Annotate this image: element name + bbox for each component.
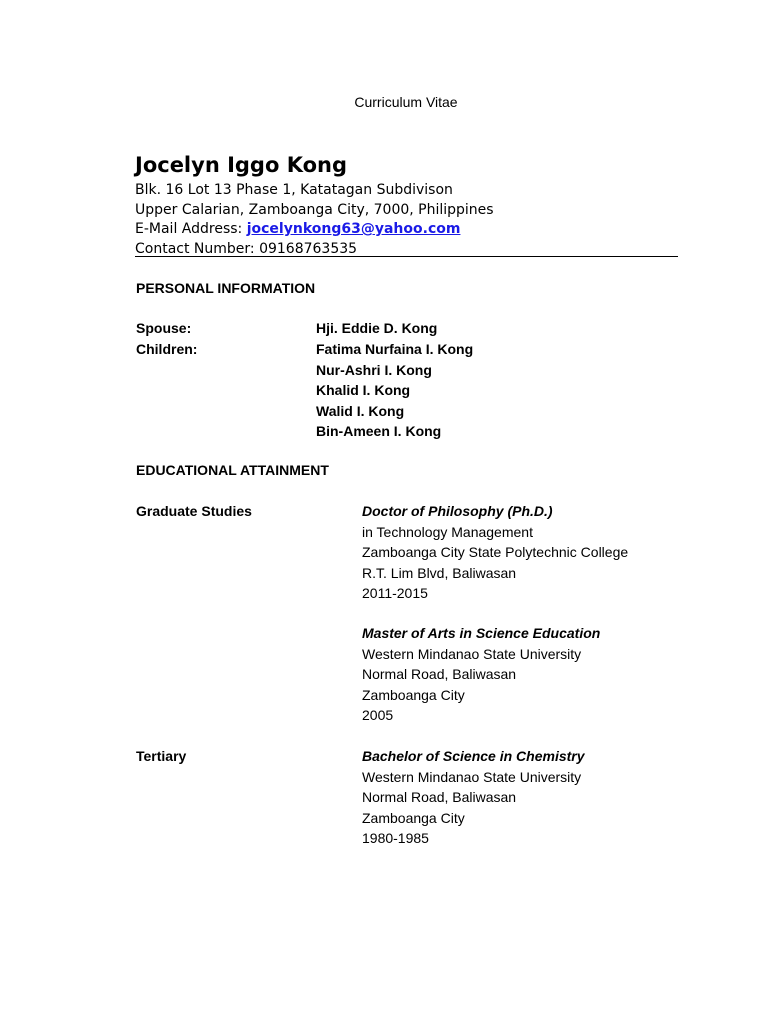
- email-label: E-Mail Address:: [135, 221, 247, 237]
- child-name: Khalid I. Kong: [316, 382, 411, 398]
- degree-title: Master of Arts in Science Education: [362, 625, 601, 641]
- entry-line: Zamboanga City: [362, 686, 465, 703]
- masters-entry: [362, 623, 600, 726]
- spouse-label: Spouse:: [136, 320, 192, 336]
- address-line-1: Blk. 16 Lot 13 Phase 1, Katatagan Subdivison: [135, 182, 453, 198]
- applicant-name: Jocelyn Iggo Kong: [135, 153, 348, 177]
- entry-line: Normal Road, Baliwasan: [362, 666, 517, 682]
- email-line: [135, 220, 678, 240]
- entry-line: R.T. Lim Blvd, Baliwasan: [362, 564, 517, 581]
- entry-line: in Technology Management: [362, 523, 533, 540]
- entry-line: Normal Road, Baliwasan: [362, 789, 517, 805]
- children-list: [316, 339, 473, 442]
- entry-line: 2005: [362, 707, 394, 723]
- contact-number: Contact Number: 09168763535: [135, 240, 358, 257]
- document-title: Curriculum Vitae: [354, 94, 458, 110]
- entry-line: Western Mindanao State University: [362, 645, 582, 662]
- entry-line: Western Mindanao State University: [362, 768, 582, 785]
- tertiary-label: Tertiary: [136, 748, 187, 764]
- entry-line: Zamboanga City: [362, 809, 465, 826]
- educational-attainment-heading: EDUCATIONAL ATTAINMENT: [136, 462, 329, 478]
- entry-line: Zamboanga City State Polytechnic College: [362, 544, 629, 560]
- child-name: Nur-Ashri I. Kong: [316, 361, 432, 378]
- degree-title: Bachelor of Science in Chemistry: [362, 748, 585, 764]
- spouse-name: Hji. Eddie D. Kong: [316, 320, 438, 336]
- email-link[interactable]: jocelynkong63@yahoo.com: [246, 221, 461, 237]
- phd-entry: [362, 501, 628, 604]
- degree-title: Doctor of Philosophy (Ph.D.): [362, 503, 553, 519]
- personal-information-heading: PERSONAL INFORMATION: [136, 280, 316, 296]
- address-line-2: Upper Calarian, Zamboanga City, 7000, Philippines: [135, 201, 494, 218]
- header-divider: [135, 256, 678, 257]
- graduate-studies-label: Graduate Studies: [136, 503, 252, 519]
- children-label: Children:: [136, 341, 198, 357]
- bachelors-entry: [362, 746, 585, 849]
- entry-line: 1980-1985: [362, 830, 429, 846]
- child-name: Walid I. Kong: [316, 402, 405, 419]
- contact-header: [135, 152, 678, 259]
- entry-line: 2011-2015: [362, 585, 428, 601]
- child-name: Bin-Ameen I. Kong: [316, 423, 442, 439]
- child-name: Fatima Nurfaina I. Kong: [316, 341, 474, 357]
